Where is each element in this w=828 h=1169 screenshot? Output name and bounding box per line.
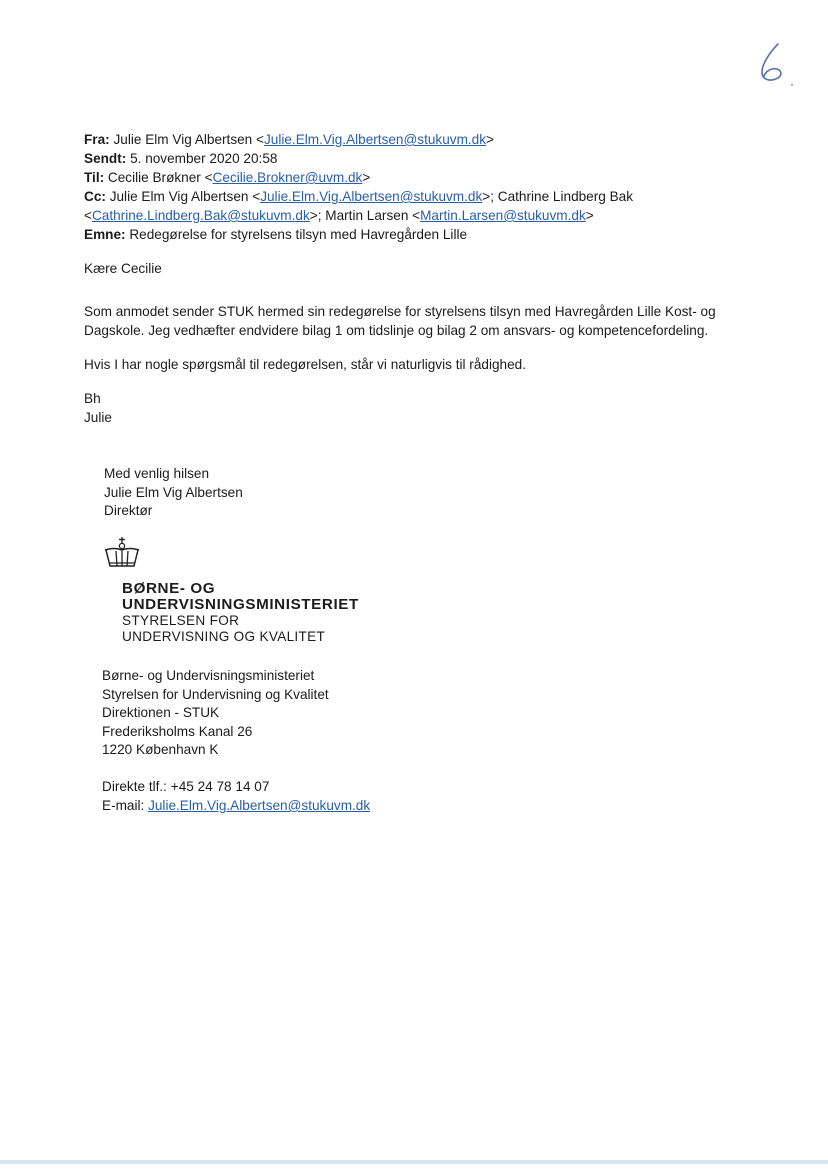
from-email-link[interactable]: Julie.Elm.Vig.Albertsen@stukuvm.dk xyxy=(263,132,487,147)
to-label: Til: xyxy=(84,170,105,185)
handwritten-page-number xyxy=(756,40,796,90)
address-line: Børne- og Undervisningsministeriet xyxy=(102,668,315,683)
subject-line xyxy=(84,225,784,244)
cc-email-link[interactable]: Cathrine.Lindberg.Bak@stukuvm.dk xyxy=(91,208,310,223)
address-line: Frederiksholms Kanal 26 xyxy=(102,723,253,739)
from-line: Fra: Julie Elm Vig Albertsen <Julie.Elm.Vig.Albertsen@stukuvm.dk> xyxy=(84,132,494,147)
greeting: Kære Cecilie xyxy=(84,261,162,276)
cc-name: Julie Elm Vig Albertsen xyxy=(109,189,249,204)
sent-value: 5. november 2020 20:58 xyxy=(130,151,278,166)
email-header xyxy=(84,130,784,244)
subject-value: Redegørelse for styrelsens tilsyn med Havregården Lille xyxy=(129,227,468,242)
phone-line xyxy=(102,777,370,796)
cc-name: Martin Larsen xyxy=(325,208,409,223)
cc-label: Cc: xyxy=(84,189,106,204)
address-line: Direktionen - STUK xyxy=(102,705,220,720)
to-line: Til: Cecilie Brøkner <Cecilie.Brokner@uvm.dk> xyxy=(84,170,371,185)
contact-email-link[interactable]: Julie.Elm.Vig.Albertsen@stukuvm.dk xyxy=(148,798,371,813)
logo-line: BØRNE- OG xyxy=(122,580,216,597)
sent-line xyxy=(84,149,784,168)
body-paragraph xyxy=(84,302,764,340)
logo-line: UNDERVISNINGSMINISTERIET xyxy=(122,596,359,613)
from-name: Julie Elm Vig Albertsen xyxy=(113,132,253,147)
signoff-line: Bh xyxy=(84,391,101,406)
address-line: 1220 København K xyxy=(102,742,219,757)
signature-title: Direktør xyxy=(104,503,153,518)
cc-line-continued: <Cathrine.Lindberg.Bak@stukuvm.dk>; Martin Larsen <Martin.Larsen@stukuvm.dk> xyxy=(84,208,594,223)
email-line xyxy=(102,796,370,815)
cc-line: Cc: Julie Elm Vig Albertsen <Julie.Elm.Vig.Albertsen@stukuvm.dk>; Cathrine Lindberg Bak xyxy=(84,189,634,204)
cc-email-link[interactable]: Julie.Elm.Vig.Albertsen@stukuvm.dk xyxy=(260,189,483,204)
signature-closing: Med venlig hilsen xyxy=(104,466,210,481)
from-label: Fra: xyxy=(84,132,110,147)
to-name: Cecilie Brøkner xyxy=(107,170,201,185)
signoff-name: Julie xyxy=(84,410,112,425)
address-line: Styrelsen for Undervisning og Kvalitet xyxy=(102,686,329,702)
scan-edge-line xyxy=(0,1160,828,1164)
signoff xyxy=(84,389,764,427)
cc-email-link[interactable]: Martin.Larsen@stukuvm.dk xyxy=(420,208,586,223)
subject-label: Emne: xyxy=(84,227,126,242)
signature-block xyxy=(104,465,243,521)
crown-logo-icon xyxy=(102,536,142,570)
email-label: E-mail: xyxy=(102,798,145,813)
address-block xyxy=(102,667,329,760)
body-line: Som anmodet sender STUK hermed sin redegørelse for styrelsens tilsyn med Havregården Lille Kost- og xyxy=(84,304,716,319)
signature-name: Julie Elm Vig Albertsen xyxy=(104,484,243,500)
logo-line: STYRELSEN FOR xyxy=(122,613,240,628)
sent-label: Sendt: xyxy=(84,151,127,166)
body-line: Dagskole. Jeg vedhæfter endvidere bilag 1 om tidslinje og bilag 2 om ansvars- og kompetencefordeling. xyxy=(84,323,709,338)
contact-block xyxy=(102,777,370,815)
body-paragraph: Hvis I har nogle spørgsmål til redegørelsen, står vi naturligvis til rådighed. xyxy=(84,357,526,372)
to-email-link[interactable]: Cecilie.Brokner@uvm.dk xyxy=(212,170,363,185)
ministry-logo-text xyxy=(122,581,359,645)
logo-line: UNDERVISNING OG KVALITET xyxy=(122,629,326,644)
phone-label: Direkte tlf.: xyxy=(102,779,167,794)
cc-name: Cathrine Lindberg Bak xyxy=(497,189,634,204)
phone-number: +45 24 78 14 07 xyxy=(170,779,270,794)
